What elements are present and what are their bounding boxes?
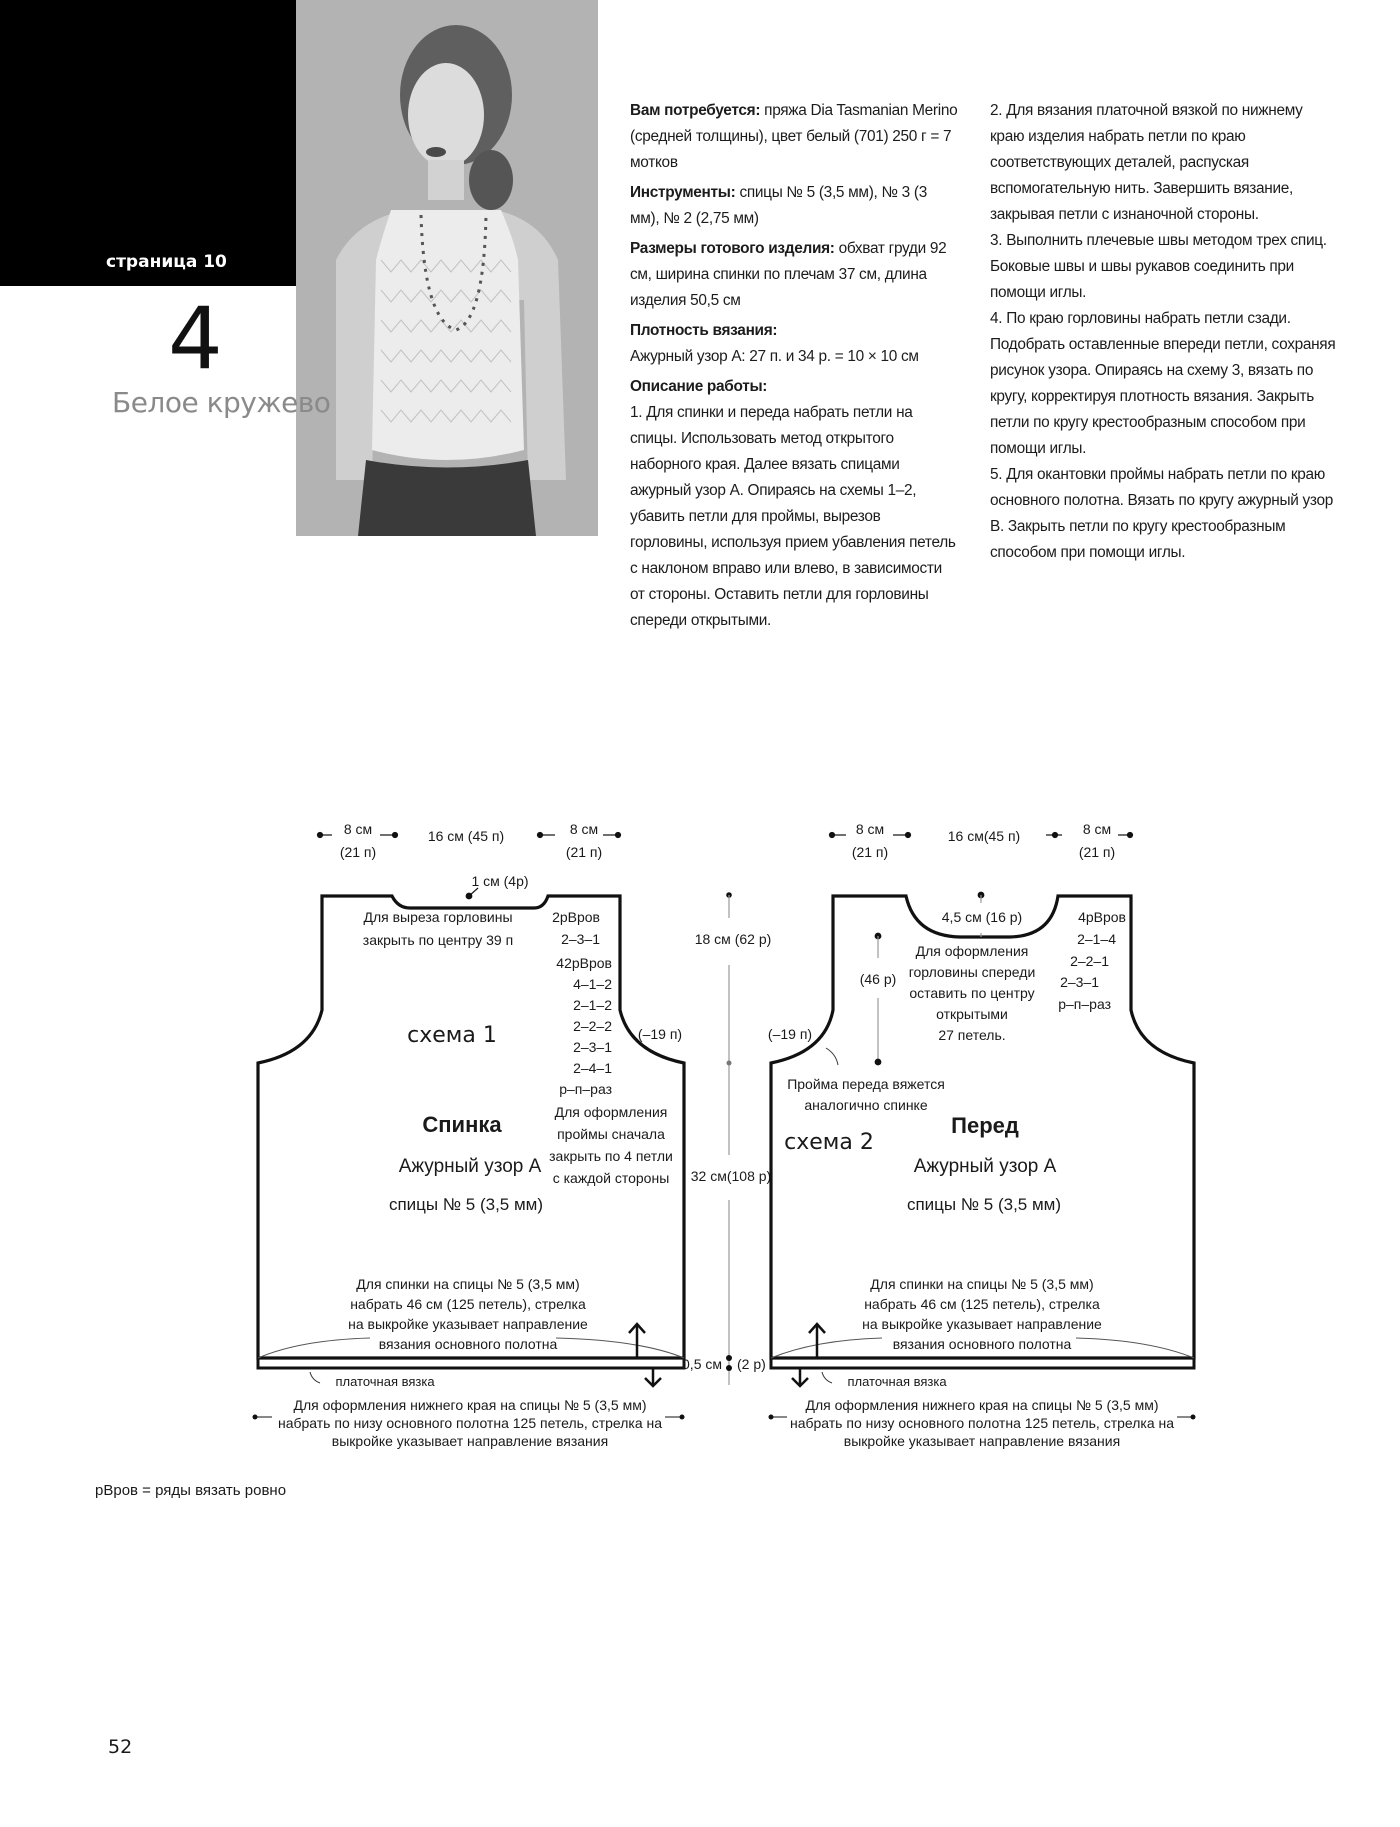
page-number: 52 bbox=[108, 1736, 133, 1758]
step-1: 1. Для спинки и переда набрать петли на спицы. Использовать метод открытого наборного края. Далее вязать спицами ажурный узор А. Опираясь на схемы 1–2, убавить петли для проймы, вырезов горловины, используя прием убавления петель с наклоном вправо или влево, в зависимости от стороны. Оставить петли для горловины спереди открытыми. bbox=[630, 404, 956, 629]
back-piece-name: Спинка bbox=[422, 1112, 502, 1137]
back-dec-row: 2–4–1 bbox=[573, 1060, 612, 1076]
back-neck-depth: 1 см (4р) bbox=[471, 873, 529, 889]
front-neck-rows: (46 р) bbox=[859, 971, 897, 987]
back-dec-row: 2–2–2 bbox=[573, 1018, 612, 1034]
border-pointer-arrow bbox=[310, 1372, 320, 1383]
front-border-label: платочная вязка bbox=[847, 1374, 947, 1389]
back-pattern: Ажурный узор А bbox=[398, 1156, 542, 1177]
up-arrow-icon bbox=[809, 1324, 825, 1357]
back-shoulder-left-cm: 8 см bbox=[343, 821, 373, 837]
bottom-note-line: Для оформления нижнего края на спицы № 5 (3,5 мм) bbox=[805, 1397, 1159, 1413]
armhole-note-line: проймы сначала bbox=[557, 1126, 665, 1142]
back-bottom-note bbox=[253, 1397, 685, 1449]
description-label: Описание работы: bbox=[630, 378, 768, 395]
step-3: 3. Выполнить плечевые швы методом трех спиц. Боковые швы и швы рукавов соединить при помощи иглы. bbox=[990, 232, 1327, 301]
front-cast-on-note bbox=[862, 1276, 1102, 1352]
front-dec-row: 2–2–1 bbox=[1070, 953, 1109, 969]
front-piece-name: Перед bbox=[951, 1113, 1019, 1138]
page-reference: страница 10 bbox=[106, 252, 227, 272]
cast-on-note-line: Для спинки на спицы № 5 (3,5 мм) bbox=[356, 1276, 580, 1292]
tools-label: Инструменты: bbox=[630, 184, 736, 201]
yarn-text: пряжа Dia Tasmanian Merino (средней толщины), цвет белый (701) 250 г = 7 мотков bbox=[630, 102, 958, 171]
bottom-note-line: Для оформления нижнего края на спицы № 5 (3,5 мм) bbox=[293, 1397, 647, 1413]
front-bottom-note bbox=[769, 1397, 1196, 1449]
front-dec-row: р–п–раз bbox=[1058, 996, 1111, 1012]
front-border-band bbox=[771, 1358, 1194, 1368]
cast-on-note-line: набрать 46 см (125 петель), стрелка bbox=[350, 1296, 586, 1312]
front-dec-row: 2–1–4 bbox=[1077, 931, 1116, 947]
back-shoulder-right-st: (21 п) bbox=[565, 844, 603, 860]
front-needles: спицы № 5 (3,5 мм) bbox=[906, 1195, 1062, 1214]
back-decrease-list bbox=[552, 909, 612, 1097]
model-number: 4 bbox=[168, 289, 223, 389]
front-armhole-dec: (–19 п) bbox=[767, 1026, 813, 1042]
step-5: 5. Для окантовки проймы набрать петли по краю основного полотна. Вязать по кругу ажурный узор В. Закрыть петли по кругу крестообразным способом при помощи иглы. bbox=[990, 466, 1334, 561]
up-arrow-icon bbox=[629, 1324, 645, 1357]
back-dec-row: 2–1–2 bbox=[573, 997, 612, 1013]
bottom-note-line: набрать по низу основного полотна 125 петель, стрелка на bbox=[789, 1415, 1175, 1431]
size-text: обхват груди 92 см, ширина спинки по плечам 37 см, длина изделия 50,5 см bbox=[630, 240, 947, 309]
front-neck-width: 16 см(45 п) bbox=[947, 828, 1021, 844]
back-dec-row: р–п–раз bbox=[559, 1081, 612, 1097]
back-neck-note-2: закрыть по центру 39 п bbox=[362, 932, 514, 948]
back-shoulder-right-cm: 8 см bbox=[569, 821, 599, 837]
front-shoulder-left-cm: 8 см bbox=[855, 821, 885, 837]
bottom-note-line: набрать по низу основного полотна 125 петель, стрелка на bbox=[277, 1415, 663, 1431]
neck-note-line: Для оформления bbox=[915, 943, 1029, 959]
body-height: 32 см(108 р) bbox=[690, 1168, 772, 1184]
back-dec-row: 2рВров bbox=[552, 909, 600, 925]
cast-on-note-line: вязания основного полотна bbox=[892, 1336, 1072, 1352]
back-border-band bbox=[258, 1358, 684, 1368]
front-decrease-list bbox=[1058, 909, 1126, 1012]
bottom-note-line: выкройке указывает направление вязания bbox=[843, 1433, 1121, 1449]
armhole-note-line: Для оформления bbox=[554, 1104, 668, 1120]
gauge-text: Ажурный узор А: 27 п. и 34 р. = 10 × 10 см bbox=[630, 348, 919, 365]
back-scheme-label: схема 1 bbox=[407, 1023, 497, 1048]
front-armhole-note bbox=[787, 1076, 945, 1113]
cast-on-note-line: на выкройке указывает направление bbox=[348, 1316, 588, 1332]
back-cast-on-note bbox=[348, 1276, 588, 1352]
front-shoulder-right-cm: 8 см bbox=[1082, 821, 1112, 837]
back-shoulder-left-st: (21 п) bbox=[339, 844, 377, 860]
back-needles: спицы № 5 (3,5 мм) bbox=[388, 1195, 544, 1214]
armhole-note-line: закрыть по 4 петли bbox=[549, 1148, 673, 1164]
front-neck-note bbox=[909, 943, 1036, 1043]
front-pattern: Ажурный узор А bbox=[913, 1156, 1057, 1177]
cast-on-note-line: на выкройке указывает направление bbox=[862, 1316, 1102, 1332]
front-scheme-label: схема 2 bbox=[784, 1130, 874, 1155]
back-neck-note-1: Для выреза горловины bbox=[363, 909, 513, 925]
back-armhole-dec: (–19 п) bbox=[637, 1026, 683, 1042]
neck-note-line: открытыми bbox=[936, 1006, 1008, 1022]
neck-note-line: оставить по центру bbox=[909, 985, 1035, 1001]
bottom-note-line: выкройке указывает направление вязания bbox=[331, 1433, 609, 1449]
front-dec-row: 2–3–1 bbox=[1060, 974, 1099, 990]
back-dec-row: 42рВров bbox=[556, 955, 612, 971]
model-title: Белое кружево bbox=[112, 386, 331, 419]
abbreviation-footnote: рВров = ряды вязать ровно bbox=[95, 1482, 287, 1499]
tools-text: спицы № 5 (3,5 мм), № 3 (3 мм), № 2 (2,75 мм) bbox=[630, 184, 927, 227]
back-armhole-note bbox=[549, 1104, 673, 1186]
armhole-note-line: аналогично спинке bbox=[804, 1097, 928, 1113]
front-dec-row: 4рВров bbox=[1078, 909, 1126, 925]
size-label: Размеры готового изделия: bbox=[630, 240, 835, 257]
back-dec-row: 2–3–1 bbox=[561, 931, 600, 947]
border-height-cm: 0,5 см bbox=[682, 1356, 722, 1372]
neck-note-line: 27 петель. bbox=[938, 1027, 1006, 1043]
center-measurements bbox=[682, 892, 771, 1385]
border-pointer-arrow bbox=[822, 1372, 832, 1383]
front-shoulder-left-st: (21 п) bbox=[851, 844, 889, 860]
armhole-height: 18 см (62 р) bbox=[694, 931, 772, 947]
step-4: 4. По краю горловины набрать петли сзади. Подобрать оставленные впереди петли, сохраняя рисунок узора. Опираясь на схему 3, вязать по кругу, корректируя плотность вязания. Закрыть петли по кругу крестообразным способом при помощи иглы. bbox=[990, 310, 1336, 457]
back-border-label: платочная вязка bbox=[335, 1374, 435, 1389]
back-dec-row: 4–1–2 bbox=[573, 976, 612, 992]
front-shoulder-right-st: (21 п) bbox=[1078, 844, 1116, 860]
neck-note-line: горловины спереди bbox=[908, 964, 1036, 980]
yarn-label: Вам потребуется: bbox=[630, 102, 761, 119]
cast-on-note-line: Для спинки на спицы № 5 (3,5 мм) bbox=[870, 1276, 1094, 1292]
border-height-rows: (2 р) bbox=[737, 1356, 766, 1372]
down-arrow-icon bbox=[645, 1368, 661, 1386]
armhole-note-line: Пройма переда вяжется bbox=[787, 1076, 945, 1092]
front-diagram bbox=[768, 821, 1196, 1449]
gauge-label: Плотность вязания: bbox=[630, 322, 778, 339]
back-diagram bbox=[253, 821, 685, 1449]
step-2: 2. Для вязания платочной вязкой по нижнему краю изделия набрать петли по краю соответствующих деталей, распуская вспомогательную нить. Завершить вязание, закрывая петли с изнаночной стороны. bbox=[990, 102, 1303, 223]
back-dec-row: 2–3–1 bbox=[573, 1039, 612, 1055]
armhole-note-line: с каждой стороны bbox=[552, 1170, 670, 1186]
cast-on-note-line: набрать 46 см (125 петель), стрелка bbox=[864, 1296, 1100, 1312]
front-neck-depth: 4,5 см (16 р) bbox=[941, 909, 1023, 925]
back-neck-width: 16 см (45 п) bbox=[427, 828, 505, 844]
cast-on-note-line: вязания основного полотна bbox=[378, 1336, 558, 1352]
down-arrow-icon bbox=[792, 1368, 808, 1386]
armhole-pointer-arrow bbox=[826, 1048, 838, 1065]
